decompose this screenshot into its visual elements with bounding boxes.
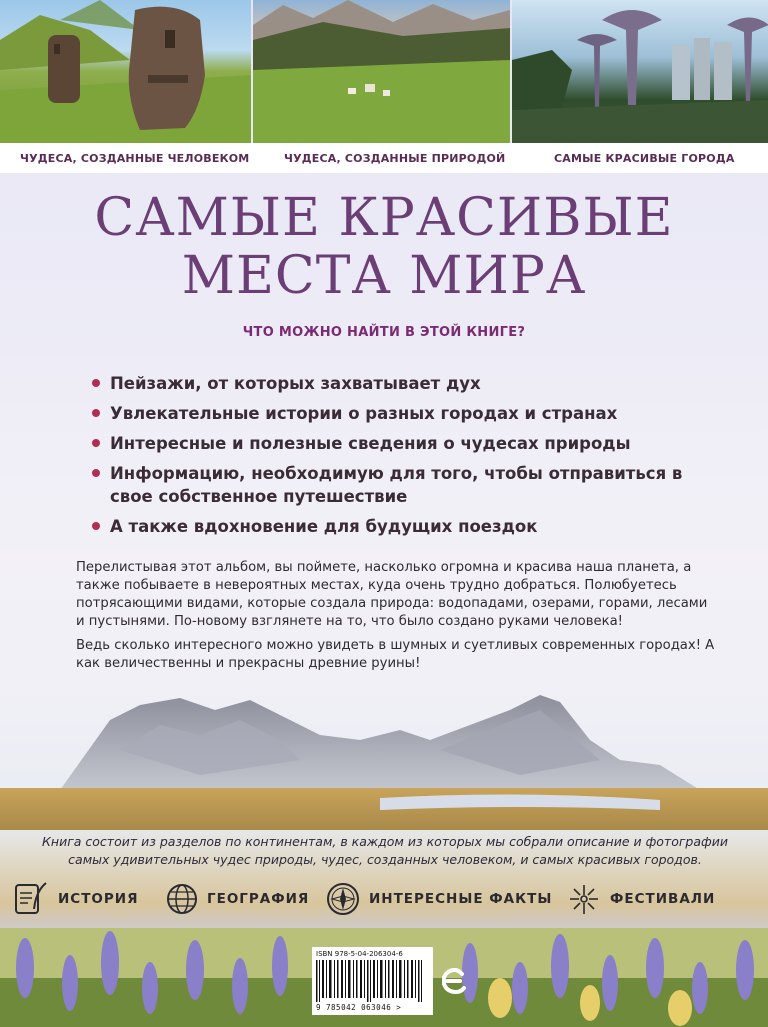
globe-icon <box>165 882 199 916</box>
compass-icon <box>325 881 361 917</box>
feature-interesting-facts <box>325 877 552 921</box>
photo-gardens-by-the-bay <box>512 0 768 143</box>
caption-man-made-wonders: ЧУДЕСА, СОЗДАННЫЕ ЧЕЛОВЕКОМ <box>20 152 250 165</box>
mountain-landscape-illustration <box>0 680 768 830</box>
isbn-number: ISBN 978-5-04-206304-6 <box>316 950 403 958</box>
book-structure-note: Книга состоит из разделов по континентам, в каждом из которых мы собрали описание и фотографии самых удивительных чудес природы, чудес, созданных человеком, и самых красивых городов. <box>42 834 728 867</box>
bullet-item: Информацию, необходимую для того, чтобы отправиться в свое собственное путешествие <box>92 462 712 508</box>
fireworks-icon <box>566 881 602 917</box>
photo-moai-statues <box>0 0 251 143</box>
caption-natural-wonders: ЧУДЕСА, СОЗДАННЫЕ ПРИРОДОЙ <box>284 152 506 165</box>
photo-captions-bar <box>0 143 768 173</box>
barcode-digits: 9 785042 063046 > <box>316 1003 402 1012</box>
description-paragraph-2: Ведь сколько интересного можно увидеть в шумных и суетливых современных городах! А как величественны и прекрасны древние руины! <box>76 638 715 671</box>
feature-geography <box>165 877 309 921</box>
isbn-barcode <box>312 947 433 1015</box>
feature-history <box>10 877 138 921</box>
publisher-logo-icon <box>442 968 466 994</box>
feature-label: ФЕСТИВАЛИ <box>610 891 716 907</box>
bullet-item: Пейзажи, от которых захватывает дух <box>92 372 712 395</box>
section-question: ЧТО МОЖНО НАЙТИ В ЭТОЙ КНИГЕ? <box>242 325 526 340</box>
barcode-bars <box>316 960 429 1002</box>
scroll-quill-icon <box>10 879 50 919</box>
feature-label: ИСТОРИЯ <box>58 891 139 907</box>
description-paragraph-1: Перелистывая этот альбом, вы поймете, насколько огромна и красива наша планета, а также побываете в невероятных местах, куда очень трудно добраться. Полюбуетесь потрясающими видами, которые создала природа: водопадами, озерами, горами, лесами и пустынями. По-новому взглянете на то, что было создано руками человека! <box>76 560 708 629</box>
bullet-item: Интересные и полезные сведения о чудесах природы <box>92 432 712 455</box>
caption-beautiful-cities: САМЫЕ КРАСИВЫЕ ГОРОДА <box>554 152 735 165</box>
feature-festivals <box>566 877 715 921</box>
feature-bullet-list <box>92 372 712 545</box>
top-photo-strip <box>0 0 768 143</box>
book-title-line2: МЕСТА МИРА <box>181 246 587 306</box>
feature-label: ИНТЕРЕСНЫЕ ФАКТЫ <box>369 891 553 907</box>
photo-mountain-valley <box>253 0 509 143</box>
feature-label: ГЕОГРАФИЯ <box>207 891 310 907</box>
features-row <box>0 877 768 921</box>
bullet-item: А также вдохновение для будущих поездок <box>92 515 712 538</box>
bullet-item: Увлекательные истории о разных городах и странах <box>92 402 712 425</box>
book-title-line1: САМЫЕ КРАСИВЫЕ <box>94 188 674 248</box>
